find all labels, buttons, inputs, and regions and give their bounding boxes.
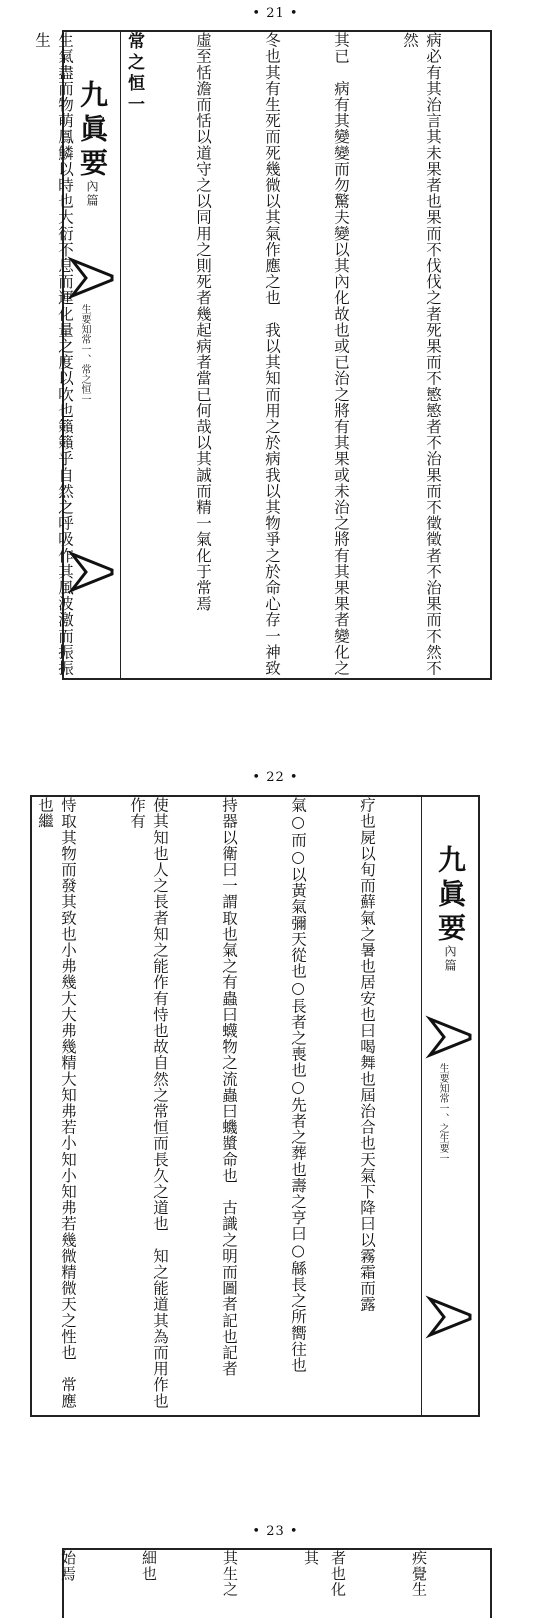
page-number: • 23 •	[252, 1524, 299, 1539]
text-line: 細也	[140, 1550, 158, 1582]
text-line: 恃取其物而發其致也小弗幾大大弗幾精大知弗若小知小知弗若幾微精微天之性也 常應也繼	[36, 797, 77, 1409]
section-label: 內篇	[443, 945, 457, 973]
text-line: 其生之	[221, 1550, 239, 1597]
fish-tail-ornament-icon	[428, 1297, 472, 1337]
text-line: 冬也其有生死而死幾微以其氣作應之也 我以其知而用之於病我以其物爭之於命心存一神致	[263, 32, 281, 676]
section-label: 內篇	[85, 180, 99, 208]
text-line: 始焉	[59, 1550, 77, 1582]
book-page	[30, 795, 480, 1417]
text-columns	[59, 1550, 486, 1602]
text-line: 疗也屍以旬而蘚氣之暑也居安也曰喝舞也屆治合也天氣下降曰以霧霜而露	[358, 797, 376, 1313]
chapter-label: 生要知常一、常之恒一	[79, 304, 90, 404]
page-number: • 22 •	[252, 770, 299, 785]
text-line: 持器以衛曰一謂取也氣之有蟲曰蠛物之流蟲曰蟣螿命也 古識之明而圖者記也記者	[220, 797, 238, 1377]
chapter-label: 生要知常一、之生要一	[437, 1063, 448, 1163]
text-line: 氣○而○以黃氣彌天從也○長者之喪也○先者之葬也壽之亨曰○緜長之所嚮往也	[289, 797, 307, 1373]
book-page	[59, 1548, 492, 1618]
text-line: 者也化其	[302, 1550, 347, 1597]
book-title: 九眞要	[434, 845, 467, 947]
text-line: 病必有其治言其未果者也果而不伐伐之者死果而不慜慜者不治果而不徵徵者不治果而不然不然	[401, 32, 442, 676]
text-line: 使其知也人之長者知之能作有恃也故自然之常恒而長久之道也 知之能道其為而用作也作有	[128, 797, 169, 1409]
book-title: 九眞要	[76, 80, 109, 182]
book-page	[33, 30, 492, 680]
text-line: 其已 病有其變變而勿驚夫變以其內化故也或已治之將有其果或未治之將有其果果者變化之	[332, 32, 350, 676]
page-title-column	[421, 797, 478, 1415]
section-heading: 常之恒一	[124, 32, 144, 116]
fish-tail-ornament-icon	[428, 1017, 472, 1057]
text-columns	[36, 797, 424, 1415]
page-number: • 21 •	[252, 6, 299, 21]
text-line: 疾覺生	[410, 1550, 428, 1597]
text-line: 虛至恬澹而恬以道守之以同用之則死者幾起病者當已何哉以其誠而精一氣化于常焉	[194, 32, 212, 612]
text-line: 生氣盡而物萌鳳鱗以時也大衍不息而運化量之度以吹也籟籟乎自然之呼吸作其風波激而振振生	[33, 32, 74, 676]
